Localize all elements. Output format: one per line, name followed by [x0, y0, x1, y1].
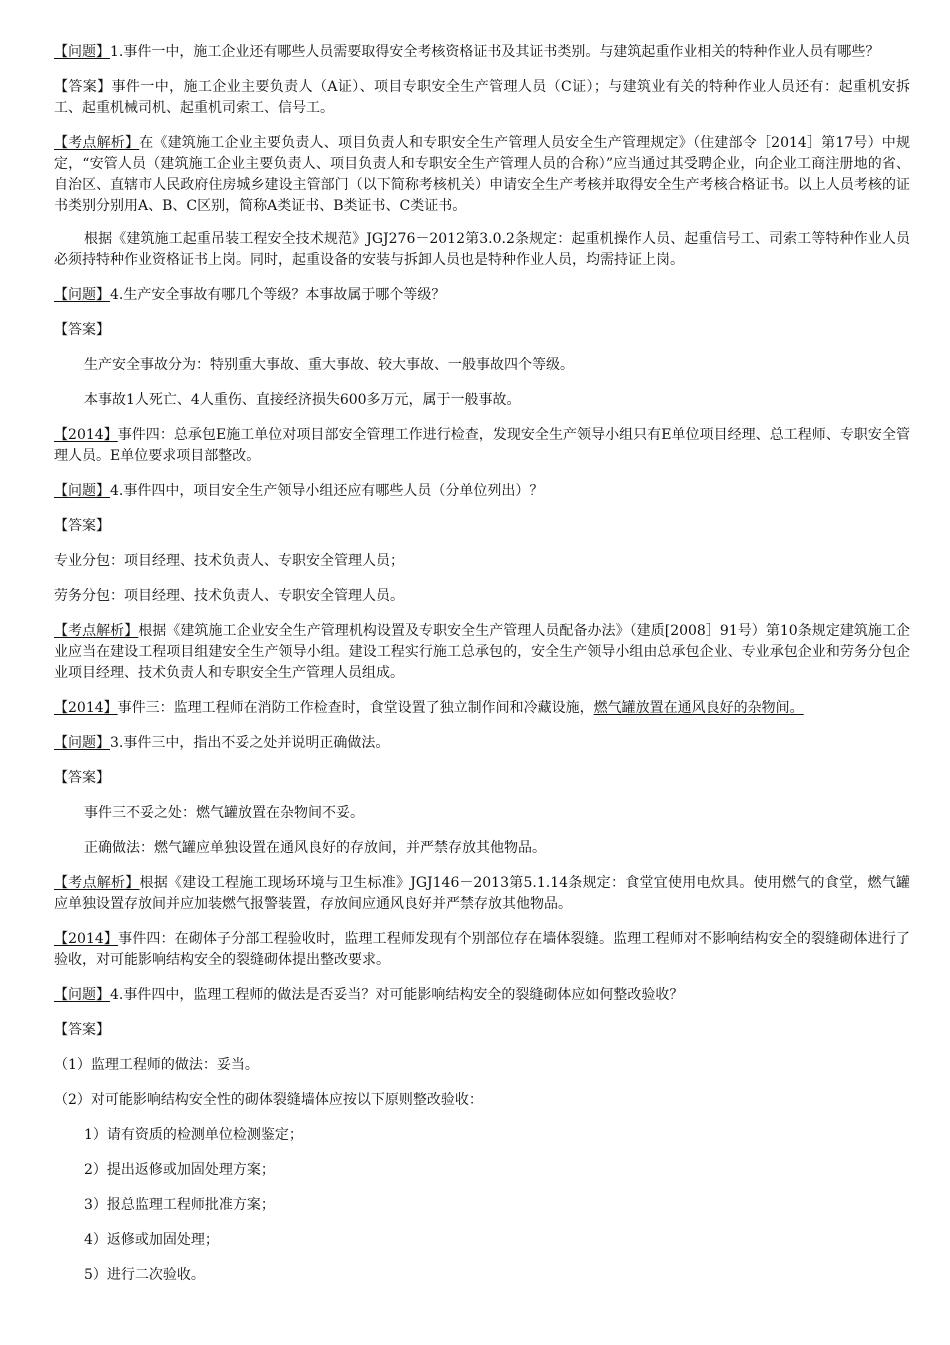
question-5: [54, 985, 910, 1006]
answer-tag: 【答案】: [54, 79, 112, 95]
question-text: 1.事件一中，施工企业还有哪些人员需要取得安全考核资格证书及其证书类别。与建筑起重作业相关的特种作业人员有哪些？: [110, 44, 880, 60]
answer-text: 事件一中，施工企业主要负责人（A证）、项目专职安全生产管理人员（C证）；与建筑业有关的特种作业人员还有：起重机安拆工、起重机械司机、起重机司索工、信号工。: [54, 79, 910, 116]
analysis-tag: 【考点解析】: [54, 135, 140, 151]
answer-step: 2）提出返修或加固处理方案；: [84, 1162, 275, 1178]
question-3: [54, 481, 910, 502]
analysis-3: [54, 873, 910, 915]
answer-line: 正确做法：燃气罐应单独设置在通风良好的存放间，并严禁存放其他物品。: [84, 840, 546, 856]
analysis-text: 根据《建筑施工企业安全生产管理机构设置及专职安全生产管理人员配备办法》（建质[2008］91号）第10条规定建筑施工企业应当在建设工程项目组建安全生产领导小组。建设工程实行施工总承包的，安全生产领导小组由总承包企业、专业承包企业和劳务分包企业项目经理、技术负责人和专职安全生产管理人员组成。: [54, 623, 911, 681]
analysis-tag: 【考点解析】: [54, 875, 140, 891]
question-4: [54, 733, 910, 754]
answer-1: [54, 77, 910, 119]
answer-heading-4: 【答案】: [54, 770, 110, 786]
answer-line: 事件三不妥之处：燃气罐放置在杂物间不妥。: [84, 805, 364, 821]
answer-heading-3: 【答案】: [54, 518, 110, 534]
year-tag: 【2014】: [54, 700, 118, 716]
question-tag: 【问题】: [54, 44, 110, 60]
question-text: 4.事件四中，项目安全生产领导小组还应有哪些人员（分单位列出）？: [110, 483, 544, 499]
analysis-text: 根据《建设工程施工现场环境与卫生标准》JGJ146－2013第5.1.14条规定：食堂宜使用电炊具。使用燃气的食堂，燃气罐应单独设置存放间并应加装燃气报警装置，存放间应通风良好并严禁存放其他物品。: [54, 875, 910, 912]
analysis-tag: 【考点解析】: [54, 623, 139, 639]
answer-line: 本事故1人死亡、4人重伤、直接经济损失600多万元，属于一般事故。: [84, 392, 521, 408]
answer-line: （1）监理工程师的做法：妥当。: [54, 1057, 259, 1073]
question-text: 3.事件三中，指出不妥之处并说明正确做法。: [110, 735, 390, 751]
analysis-1: [54, 133, 910, 217]
answer-line: 生产安全事故分为：特别重大事故、重大事故、较大事故、一般事故四个等级。: [84, 357, 574, 373]
question-text: 4.生产安全事故有哪几个等级？本事故属于哪个等级？: [110, 287, 446, 303]
year-tag: 【2014】: [54, 427, 118, 443]
analysis-2: [54, 621, 910, 684]
event-2014-c: [54, 929, 910, 971]
analysis-1-paragraph-2: [54, 229, 910, 271]
question-text: 4.事件四中，监理工程师的做法是否妥当？对可能影响结构安全的裂缝砌体应如何整改验收？: [110, 987, 684, 1003]
question-tag: 【问题】: [54, 287, 110, 303]
event-text: 事件四：总承包E施工单位对项目部安全管理工作进行检查，发现安全生产领导小组只有E单位项目经理、总工程师、专职安全管理人员。E单位要求项目部整改。: [54, 427, 910, 464]
event-2014-b: [54, 698, 910, 719]
question-2: [54, 285, 910, 306]
answer-step: 5）进行二次验收。: [84, 1267, 205, 1283]
event-2014-a: [54, 425, 910, 467]
underlined-text: 燃气罐放置在通风良好的杂物间。: [593, 700, 804, 716]
year-tag: 【2014】: [54, 931, 119, 947]
answer-line: 专业分包：项目经理、技术负责人、专职安全管理人员；: [54, 553, 404, 569]
answer-heading-2: 【答案】: [54, 322, 110, 338]
answer-line: 劳务分包：项目经理、技术负责人、专职安全管理人员。: [54, 588, 404, 604]
answer-line: （2）对可能影响结构安全性的砌体裂缝墙体应按以下原则整改验收：: [54, 1092, 483, 1108]
event-text: 事件三：监理工程师在消防工作检查时，食堂设置了独立制作间和冷藏设施，: [117, 700, 594, 716]
question-1: [54, 42, 910, 63]
answer-heading-5: 【答案】: [54, 1022, 110, 1038]
event-text: 事件四：在砌体子分部工程验收时，监理工程师发现有个别部位存在墙体裂缝。监理工程师对不影响结构安全的裂缝砌体进行了验收，对可能影响结构安全的裂缝砌体提出整改要求。: [54, 931, 910, 968]
analysis-text: 在《建筑施工企业主要负责人、项目负责人和专职安全生产管理人员安全生产管理规定》（住建部令［2014］第17号）中规定，“安管人员（建筑施工企业主要负责人、项目负责人和专职安全生产管理人员的合称）”应当通过其受聘企业，向企业工商注册地的省、自治区、直辖市人民政府住房城乡建设主管部门（以下简称考核机关）申请安全生产考核并取得安全生产考核合格证书。以上人员考核的证书类别分别用A、B、C区别，简称A类证书、B类证书、C类证书。: [54, 135, 910, 214]
answer-step: 1）请有资质的检测单位检测鉴定；: [84, 1127, 303, 1143]
answer-step: 4）返修或加固处理；: [84, 1232, 219, 1248]
paragraph-text: 根据《建筑施工起重吊装工程安全技术规范》JGJ276－2012第3.0.2条规定：起重机操作人员、起重信号工、司索工等特种作业人员必须持特种作业资格证书上岗。同时，起重设备的安装与拆卸人员也是特种作业人员，均需持证上岗。: [54, 231, 910, 268]
question-tag: 【问题】: [54, 483, 110, 499]
answer-step: 3）报总监理工程师批准方案；: [84, 1197, 275, 1213]
question-tag: 【问题】: [54, 987, 110, 1003]
question-tag: 【问题】: [54, 735, 110, 751]
